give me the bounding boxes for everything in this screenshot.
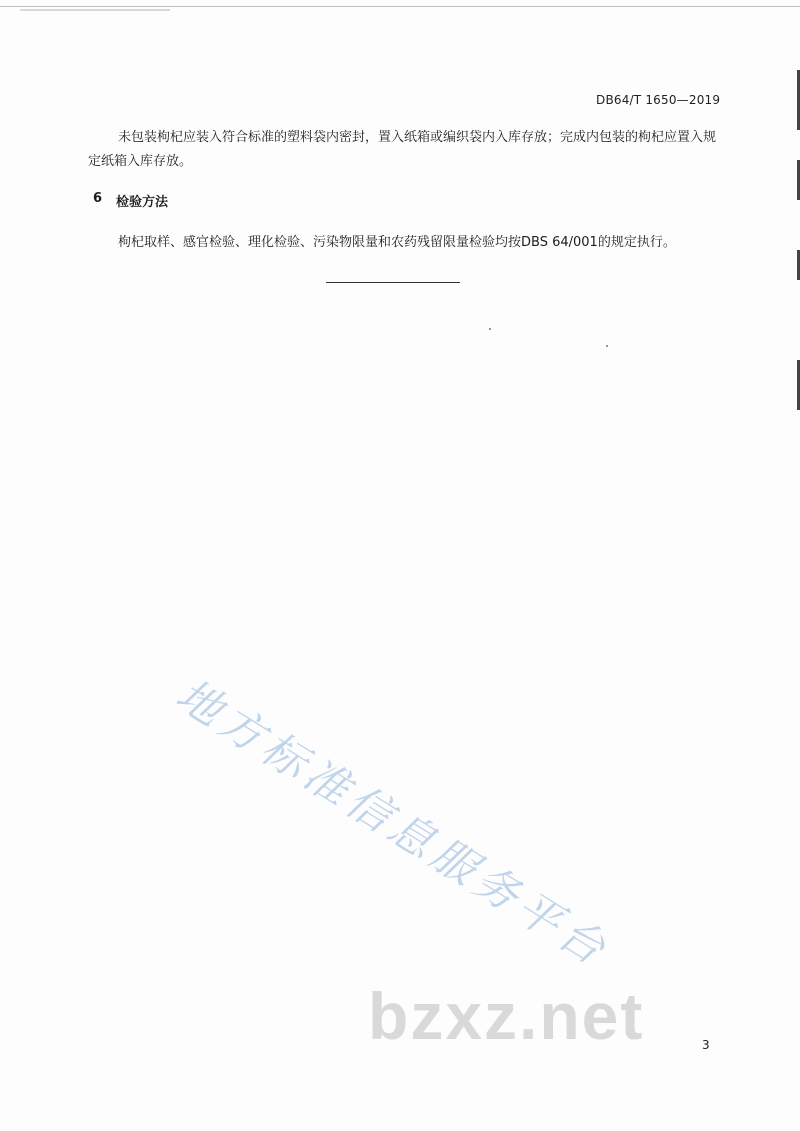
watermark-en: bzxz.net — [368, 979, 645, 1053]
inspection-paragraph: 枸杞取样、感官检验、理化检验、污染物限量和农药残留限量检验均按DBS 64/001的规定执行。 — [118, 235, 676, 250]
scan-speck — [606, 345, 608, 347]
page-number: 3 — [702, 1038, 710, 1052]
scan-edge-line — [20, 9, 170, 11]
scan-edge-marks — [794, 60, 800, 440]
section-number: 6 — [93, 191, 103, 206]
storage-paragraph: 未包装枸杞应装入符合标准的塑料袋内密封，置入纸箱或编织袋内入库存放；完成内包装的枸杞应置入规定纸箱入库存放。 — [88, 130, 717, 169]
scan-speck — [489, 328, 491, 330]
scan-edge-line — [0, 6, 800, 7]
section-heading — [93, 191, 168, 210]
section-title: 检验方法 — [116, 195, 169, 210]
end-rule — [326, 282, 460, 283]
document-code: DB64/T 1650—2019 — [596, 93, 721, 107]
watermark-cn: 地方标准信息服务平台 — [167, 669, 619, 978]
